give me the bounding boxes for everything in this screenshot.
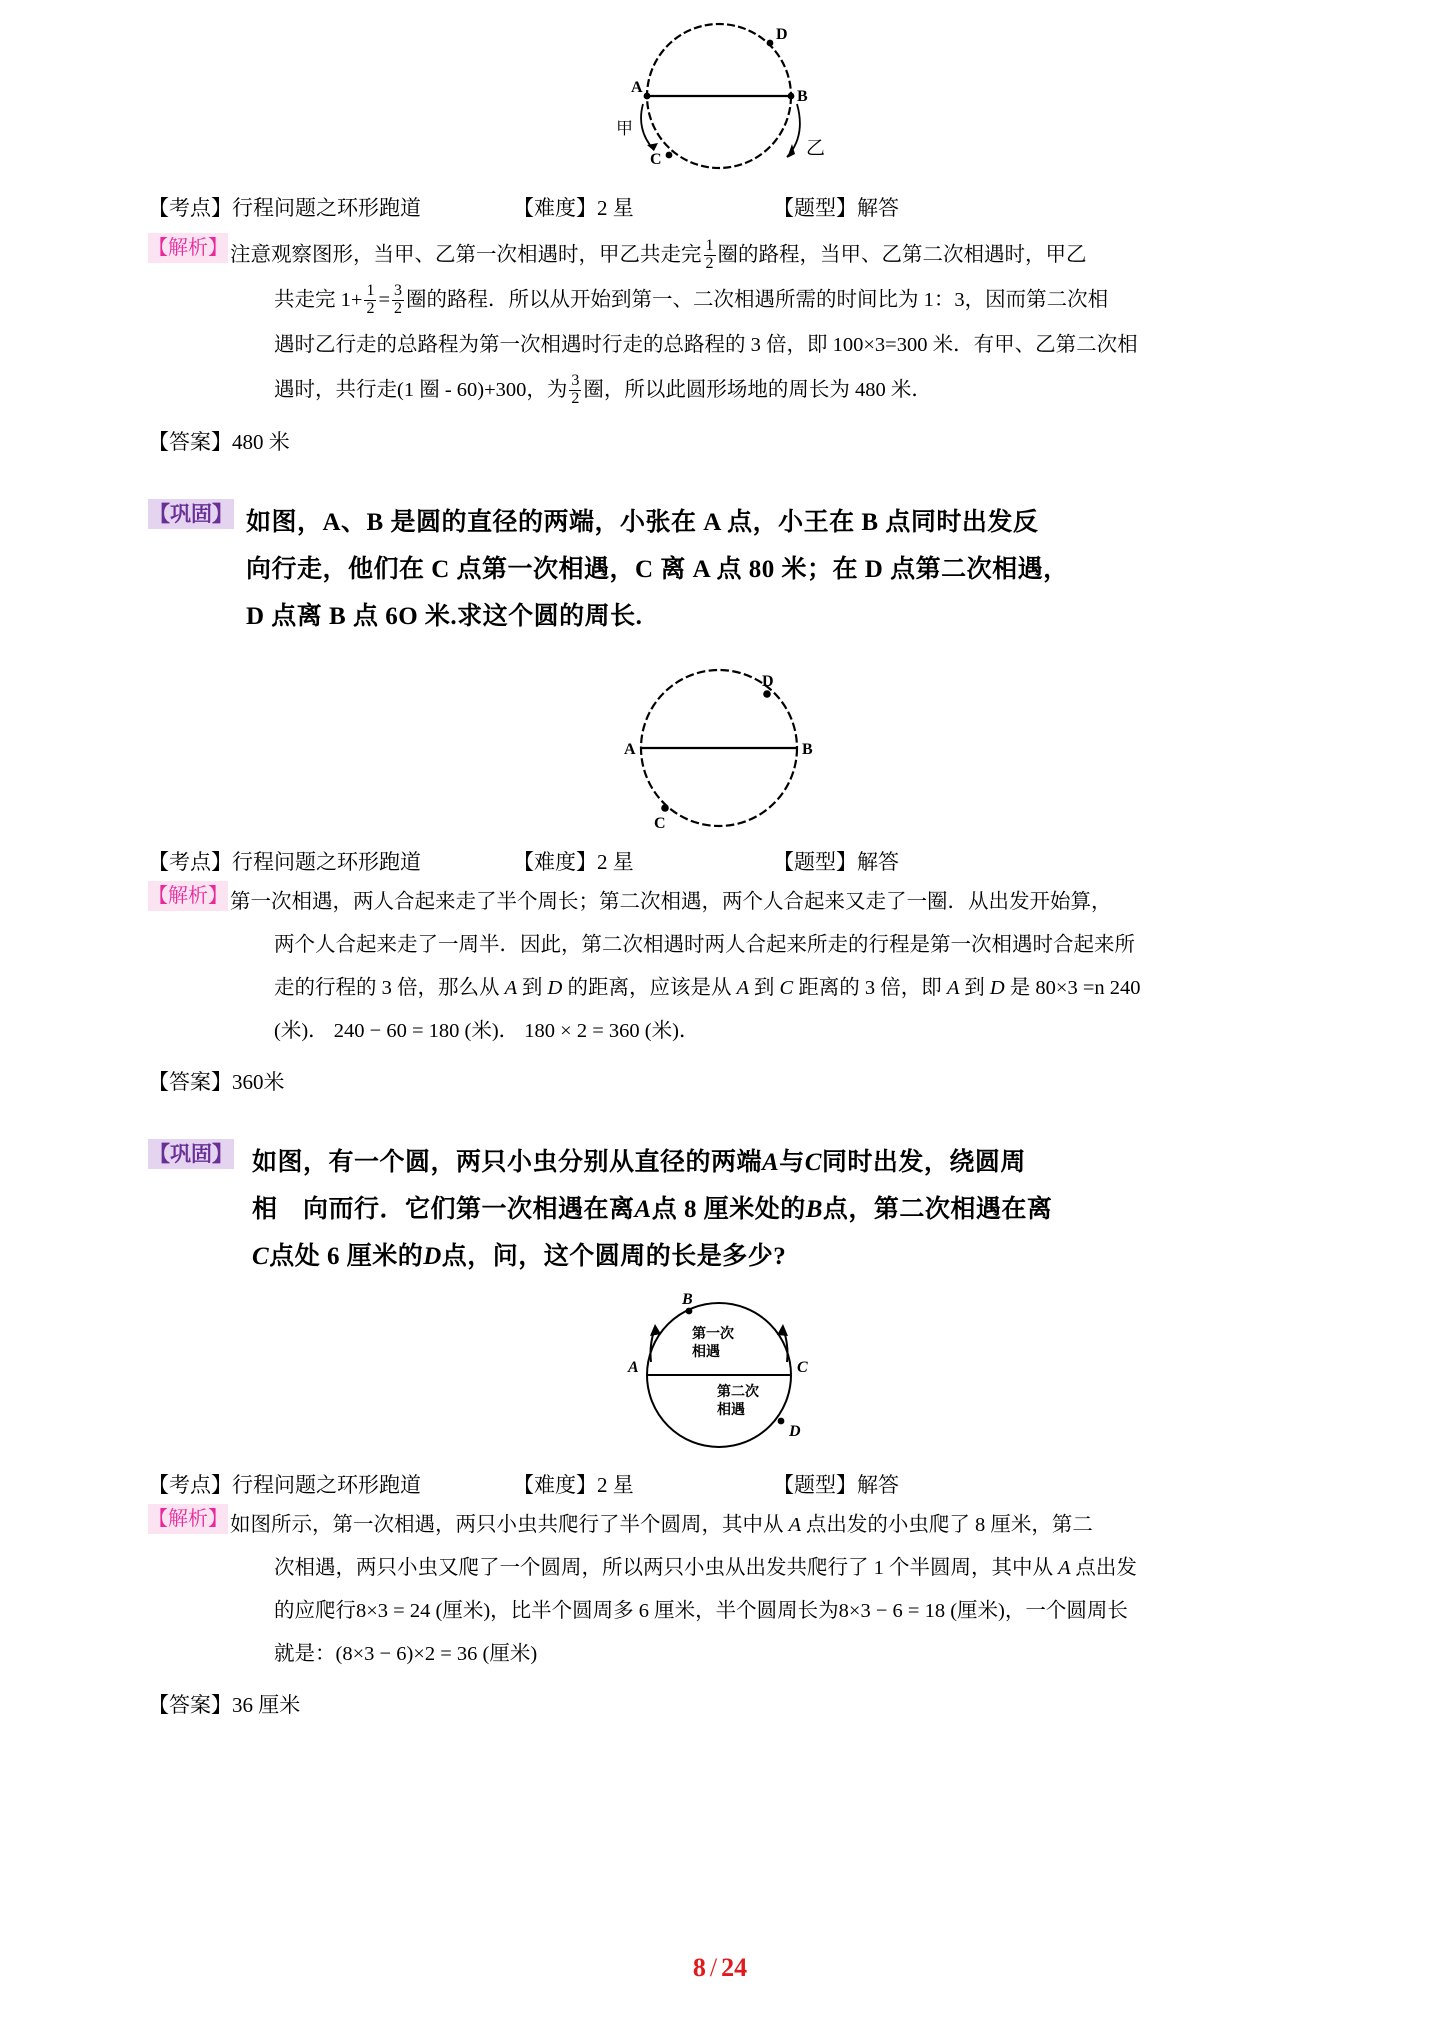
meta-line-2 — [148, 845, 1290, 879]
figure-circle-jia-yi — [148, 8, 1290, 183]
tixing-value: 解答 — [857, 196, 899, 220]
tixing-field — [773, 191, 899, 225]
figure-circle-worms — [148, 1290, 1290, 1460]
meta-line-1 — [148, 191, 1290, 225]
kaodian-value: 行程问题之环形跑道 — [232, 850, 421, 874]
answer-row-2 — [148, 1065, 1290, 1099]
top-spacer — [148, 0, 1290, 8]
nandu-field — [513, 1468, 773, 1502]
tixing-value: 解答 — [857, 850, 899, 874]
nandu-label: 【难度】 — [513, 850, 597, 874]
section-gap-1 — [148, 459, 1290, 499]
svg-text:C: C — [654, 815, 666, 832]
kaodian-label: 【考点】 — [148, 1473, 232, 1497]
analysis-line: 遇时乙行走的总路程为第一次相遇时行走的总路程的 3 倍，即 100×3=300 米．有甲、乙第二次相 — [274, 334, 1138, 356]
svg-text:B: B — [797, 88, 808, 105]
question-text-2 — [246, 499, 1069, 640]
kaodian-value: 行程问题之环形跑道 — [232, 1473, 421, 1497]
analysis-line: 就是：(8×3 − 6)×2 = 36 (厘米) — [274, 1643, 538, 1665]
analysis-text-2 — [230, 881, 1141, 1053]
kaodian-label: 【考点】 — [148, 850, 232, 874]
daan-value-2: 360米 — [232, 1070, 285, 1094]
svg-text:第二次: 第二次 — [717, 1383, 759, 1399]
tixing-field — [773, 1468, 899, 1502]
page-number-total: 24 — [721, 1953, 748, 1982]
kaodian-label: 【考点】 — [148, 196, 232, 220]
analysis-line: 两个人合起来走了一周半．因此，第二次相遇时两人合起来所走的行程是第一次相遇时合起来所 — [274, 934, 1135, 956]
tixing-field — [773, 845, 899, 879]
kaodian-field — [148, 1468, 513, 1502]
nandu-label: 【难度】 — [513, 196, 597, 220]
analysis-line: (米)． 240 − 60 = 180 (米)． 180 × 2 = 360 (米)． — [274, 1020, 700, 1042]
analysis-block-2 — [148, 881, 1290, 1053]
fraction-three-halves: $\frac{3}{2}$ — [394, 282, 402, 317]
tixing-label: 【题型】 — [773, 196, 857, 220]
kaodian-field — [148, 191, 513, 225]
svg-text:第一次: 第一次 — [692, 1325, 734, 1341]
svg-text:A: A — [628, 1359, 639, 1376]
svg-text:相遇: 相遇 — [692, 1343, 720, 1359]
svg-text:A: A — [624, 741, 636, 758]
daan-label-1: 【答案】 — [148, 430, 232, 454]
figure-circle-ab-cd — [148, 656, 1290, 841]
nandu-field — [513, 845, 773, 879]
analysis-line: 走的行程的 3 倍，那么从 A 到 D 的距离，应该是从 A 到 C 距离的 3 倍，即 A 到 D 是 80×3 =n 240 — [274, 977, 1141, 999]
analysis-line: 注意观察图形，当甲、乙第一次相遇时，甲乙共走完 $\frac{1}{2}$ 圈的路程，当甲、乙第二次相遇时，甲乙 — [230, 237, 1087, 272]
analysis-text-3 — [230, 1504, 1137, 1676]
question-block-2 — [148, 499, 1290, 640]
gonggu-label-3: 【巩固】 — [148, 1139, 234, 1169]
svg-text:A: A — [631, 79, 643, 96]
fraction-one-half: $\frac{1}{2}$ — [705, 237, 714, 272]
svg-text:乙: 乙 — [806, 138, 826, 159]
page-footer — [0, 1953, 1440, 1983]
tixing-label: 【题型】 — [773, 850, 857, 874]
meta-line-3 — [148, 1468, 1290, 1502]
daan-label-3: 【答案】 — [148, 1693, 232, 1717]
analysis-line: 次相遇，两只小虫又爬了一个圆周，所以两只小虫从出发共爬行了 1 个半圆周，其中从 A 点出发 — [274, 1557, 1137, 1579]
nandu-value: 2 星 — [597, 1473, 634, 1497]
tixing-value: 解答 — [857, 1473, 899, 1497]
tixing-label: 【题型】 — [773, 1473, 857, 1497]
kaodian-field — [148, 845, 513, 879]
question-line: 向行走，他们在 C 点第一次相遇，C 离 A 点 80 米；在 D 点第二次相遇， — [246, 556, 1069, 583]
analysis-text-1 — [230, 233, 1138, 413]
svg-text:甲: 甲 — [616, 119, 633, 138]
question-line: 相 向而行．它们第一次相遇在离A点 8 厘米处的B点，第二次相遇在离 — [252, 1196, 1053, 1223]
kaodian-value: 行程问题之环形跑道 — [232, 196, 421, 220]
analysis-block-3 — [148, 1504, 1290, 1676]
circle-diagram-worms-svg — [554, 1290, 884, 1460]
question-line: D 点离 B 点 6O 米.求这个圆的周长. — [246, 603, 643, 630]
fraction-three-halves-2: $\frac{3}{2}$ — [571, 372, 580, 407]
daan-value-3: 36 厘米 — [232, 1693, 301, 1717]
jiexi-label-1: 【解析】 — [148, 233, 228, 263]
svg-text:B: B — [802, 741, 813, 758]
svg-text:D: D — [776, 26, 788, 43]
question-line: 如图，有一个圆，两只小虫分别从直径的两端A与C同时出发，绕圆周 — [252, 1149, 1026, 1176]
page-number-separator: / — [709, 1953, 718, 1982]
analysis-line: 的应爬行8×3 = 24 (厘米)，比半个圆周多 6 厘米，半个圆周长为8×3 − 6 = 18 (厘米)，一个圆周长 — [274, 1600, 1128, 1622]
svg-text:C: C — [650, 151, 662, 168]
answer-row-3 — [148, 1688, 1290, 1722]
svg-text:D: D — [789, 1423, 801, 1440]
analysis-line: 如图所示，第一次相遇，两只小虫共爬行了半个圆周，其中从 A 点出发的小虫爬了 8 厘米，第二 — [230, 1514, 1093, 1536]
analysis-line: 第一次相遇，两人合起来走了半个周长；第二次相遇，两个人合起来又走了一圈．从出发开始算， — [230, 891, 1112, 913]
question-line: 如图，A、B 是圆的直径的两端，小张在 A 点，小王在 B 点同时出发反 — [246, 509, 1039, 536]
analysis-block-1 — [148, 233, 1290, 413]
circle-diagram-ab-cd-svg — [554, 656, 884, 841]
page-number-current: 8 — [692, 1953, 706, 1982]
svg-text:B: B — [682, 1291, 693, 1308]
question-block-3 — [148, 1139, 1290, 1280]
nandu-value: 2 星 — [597, 196, 634, 220]
svg-text:相遇: 相遇 — [717, 1401, 745, 1417]
svg-text:D: D — [762, 673, 774, 690]
jiexi-label-3: 【解析】 — [148, 1504, 228, 1534]
jiexi-label-2: 【解析】 — [148, 881, 228, 911]
daan-label-2: 【答案】 — [148, 1070, 232, 1094]
svg-text:C: C — [797, 1359, 808, 1376]
question-line: C点处 6 厘米的D点，问，这个圆周的长是多少? — [252, 1243, 787, 1270]
section-gap-2 — [148, 1099, 1290, 1139]
answer-row-1 — [148, 425, 1290, 459]
daan-value-1: 480 米 — [232, 430, 290, 454]
analysis-line: 共走完 1+ $\frac{1}{2}$ = $\frac{3}{2}$ 圈的路程．所以从开始到第一、二次相遇所需的时间比为 1：3，因而第二次相 — [274, 282, 1109, 317]
gonggu-label-2: 【巩固】 — [148, 499, 234, 529]
fraction-one-half-2: $\frac{1}{2}$ — [366, 282, 375, 317]
nandu-field — [513, 191, 773, 225]
circle-diagram-jia-yi-svg — [554, 8, 884, 183]
nandu-label: 【难度】 — [513, 1473, 597, 1497]
nandu-value: 2 星 — [597, 850, 634, 874]
analysis-line: 遇时，共行走(1 圈 - 60)+300，为 $\frac{3}{2}$ 圈，所以此圆形场地的周长为 480 米． — [274, 372, 932, 407]
question-text-3 — [252, 1139, 1052, 1280]
